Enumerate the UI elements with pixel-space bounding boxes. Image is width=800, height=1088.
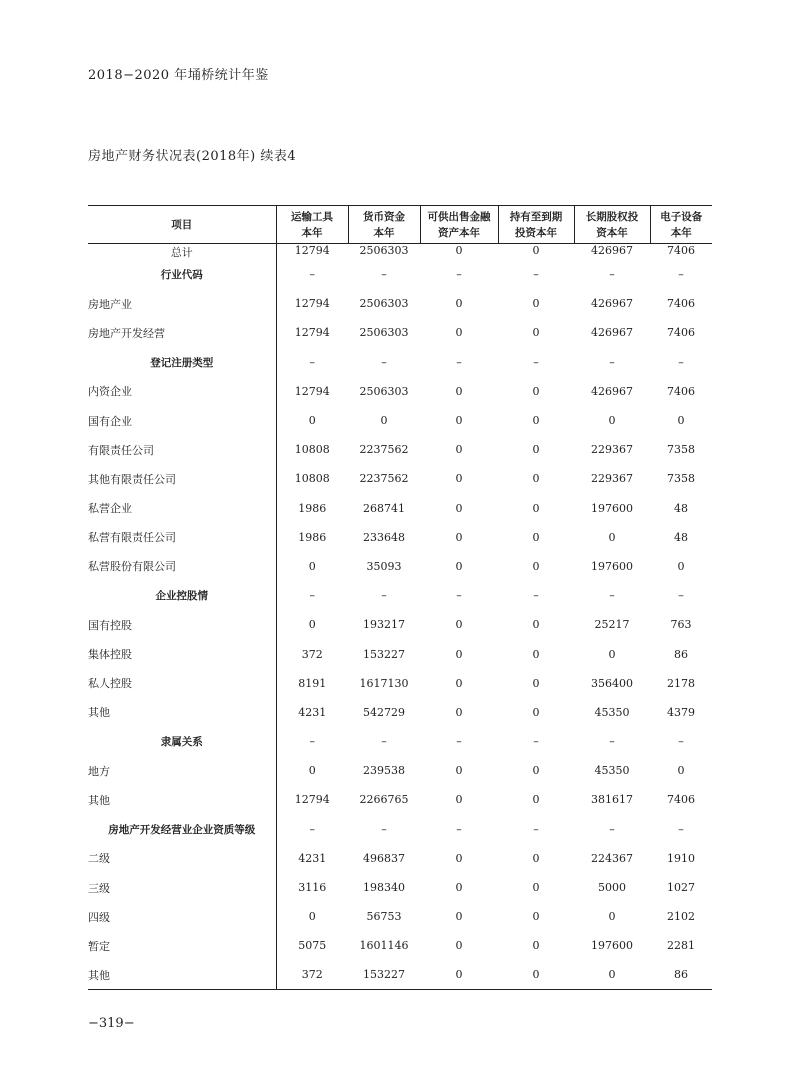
cell-value: 12794 <box>276 377 348 406</box>
cell-value: 0 <box>608 414 616 428</box>
cell-value: 7358 <box>667 472 695 486</box>
cell-value: 0 <box>532 326 540 340</box>
cell-value: 197600 <box>591 501 633 515</box>
cell-value: 542729 <box>363 705 405 719</box>
cell-value: 233648 <box>363 530 405 544</box>
row-label: 四级 <box>88 910 110 924</box>
cell-value: 0 <box>532 472 540 486</box>
cell-value: – <box>456 822 462 836</box>
cell-value: 1986 <box>276 494 348 523</box>
cell-value: 0 <box>276 902 348 931</box>
cell-value: 12794 <box>276 289 348 318</box>
cell-value: 0 <box>455 676 463 690</box>
table-section-row <box>88 815 712 844</box>
cell-value: 0 <box>276 552 348 581</box>
table-body <box>88 244 712 990</box>
table-row <box>88 523 712 552</box>
cell-value: 0 <box>574 961 650 990</box>
cell-value: 0 <box>276 610 348 639</box>
cell-value: 5075 <box>276 931 348 960</box>
cell-value: 7406 <box>667 244 695 257</box>
cell-value: – <box>678 355 684 369</box>
table-row <box>88 377 712 406</box>
table-title: 房地产财务状况表(2018年) 续表4 <box>88 149 297 164</box>
cell-value: – <box>456 355 462 369</box>
cell-value: 45350 <box>594 764 630 778</box>
cell-value: 2506303 <box>359 297 409 311</box>
table-row <box>88 844 712 873</box>
table-row <box>88 698 712 727</box>
table-row <box>88 552 712 581</box>
cell-value: – <box>276 581 348 610</box>
cell-value: 56753 <box>366 910 402 924</box>
table-row <box>88 610 712 639</box>
table-row <box>88 931 712 960</box>
cell-value: 2506303 <box>359 244 409 257</box>
cell-value: 7406 <box>667 384 695 398</box>
cell-value: 0 <box>455 244 463 257</box>
cell-value: 10808 <box>276 464 348 493</box>
table-row <box>88 494 712 523</box>
cell-value: 2506303 <box>359 384 409 398</box>
cell-value: 2266765 <box>359 793 409 807</box>
cell-value: 0 <box>532 793 540 807</box>
cell-value: 0 <box>455 881 463 895</box>
cell-value: 426967 <box>591 326 633 340</box>
cell-value: 0 <box>455 647 463 661</box>
cell-value: 153227 <box>348 961 420 990</box>
page-number: −319− <box>88 1016 135 1031</box>
cell-value: 0 <box>677 764 685 778</box>
cell-value: 153227 <box>363 647 405 661</box>
cell-value: 198340 <box>363 881 405 895</box>
cell-value: 0 <box>532 244 540 257</box>
cell-value: 48 <box>674 501 688 515</box>
cell-value: 0 <box>276 406 348 435</box>
row-label: 行业代码 <box>160 269 203 282</box>
cell-value: – <box>533 589 539 603</box>
cell-value: – <box>276 727 348 756</box>
row-label: 国有控股 <box>88 618 132 632</box>
row-label: 私营股份有限公司 <box>88 560 176 574</box>
row-label: 企业控股情 <box>155 590 208 603</box>
cell-value: 197600 <box>591 559 633 573</box>
row-label: 房地产开发经营 <box>88 326 165 340</box>
cell-value: 86 <box>650 961 712 990</box>
cell-value: 372 <box>276 639 348 668</box>
cell-value: 86 <box>674 647 688 661</box>
cell-value: 12794 <box>276 785 348 814</box>
cell-value: 229367 <box>591 443 633 457</box>
cell-value: – <box>609 735 615 749</box>
cell-value: 0 <box>608 910 616 924</box>
cell-value: 0 <box>455 793 463 807</box>
table-row <box>88 902 712 931</box>
cell-value: – <box>381 589 387 603</box>
row-label: 房地产开发经营业企业资质等级 <box>108 823 256 836</box>
row-label: 私营有限责任公司 <box>88 531 176 545</box>
table-row <box>88 244 712 261</box>
cell-value: 7406 <box>667 297 695 311</box>
cell-value: 0 <box>455 530 463 544</box>
row-label: 总计 <box>170 246 193 259</box>
cell-value: 763 <box>670 618 692 632</box>
row-label: 登记注册类型 <box>150 356 214 369</box>
cell-value: – <box>533 822 539 836</box>
cell-value: 372 <box>276 961 348 990</box>
column-header-cash: 货币资金 本年 <box>348 206 420 244</box>
table-row <box>88 639 712 668</box>
table-row <box>88 318 712 347</box>
row-label: 私营企业 <box>88 502 132 516</box>
column-header-held-to-maturity: 持有至到期 投资本年 <box>498 206 574 244</box>
table-section-row <box>88 581 712 610</box>
cell-value: 4231 <box>276 698 348 727</box>
cell-value: 48 <box>674 530 688 544</box>
cell-value: 8191 <box>276 669 348 698</box>
cell-value: 45350 <box>594 705 630 719</box>
cell-value: 0 <box>532 559 540 573</box>
table-section-row <box>88 260 712 289</box>
cell-value: – <box>456 735 462 749</box>
cell-value: 7406 <box>667 793 695 807</box>
cell-value: 12794 <box>276 318 348 347</box>
cell-value: 12794 <box>276 244 348 261</box>
cell-value: 0 <box>455 910 463 924</box>
cell-value: – <box>533 268 539 282</box>
cell-value: 239538 <box>363 764 405 778</box>
running-head: 2018−2020 年埇桥统计年鉴 <box>88 68 269 83</box>
cell-value: 5000 <box>598 881 626 895</box>
cell-value: – <box>678 268 684 282</box>
cell-value: – <box>276 815 348 844</box>
row-label: 内资企业 <box>88 385 132 399</box>
cell-value: 0 <box>455 764 463 778</box>
column-header-electronic-equipment: 电子设备 本年 <box>650 206 712 244</box>
row-label: 其他 <box>88 706 110 720</box>
cell-value: 0 <box>532 501 540 515</box>
cell-value: 0 <box>532 939 540 953</box>
cell-value: 0 <box>532 414 540 428</box>
cell-value: 1027 <box>667 881 695 895</box>
table-section-row <box>88 727 712 756</box>
cell-value: – <box>609 589 615 603</box>
cell-value: 0 <box>455 851 463 865</box>
cell-value: 0 <box>608 530 616 544</box>
cell-value: – <box>533 735 539 749</box>
cell-value: – <box>533 355 539 369</box>
cell-value: 2237562 <box>359 443 409 457</box>
cell-value: 25217 <box>594 618 630 632</box>
table-section-row <box>88 348 712 377</box>
row-label: 其他有限责任公司 <box>88 472 176 486</box>
cell-value: 0 <box>532 851 540 865</box>
cell-value: 0 <box>498 961 574 990</box>
row-label: 三级 <box>88 881 110 895</box>
table-row <box>88 785 712 814</box>
column-header-available-for-sale: 可供出售金融 资产本年 <box>420 206 498 244</box>
row-label: 国有企业 <box>88 414 132 428</box>
cell-value: 193217 <box>363 618 405 632</box>
cell-value: – <box>678 822 684 836</box>
cell-value: 10808 <box>276 435 348 464</box>
row-label: 二级 <box>88 852 110 866</box>
cell-value: 0 <box>532 910 540 924</box>
table-row <box>88 873 712 902</box>
cell-value: 7406 <box>667 326 695 340</box>
cell-value: 0 <box>608 647 616 661</box>
table-row <box>88 289 712 318</box>
column-header-item: 项目 <box>88 206 276 244</box>
cell-value: 268741 <box>363 501 405 515</box>
cell-value: 224367 <box>591 851 633 865</box>
cell-value: 229367 <box>591 472 633 486</box>
row-label: 暂定 <box>88 939 110 953</box>
table-header-row <box>88 206 712 244</box>
data-table <box>88 205 712 990</box>
cell-value: 0 <box>455 384 463 398</box>
cell-value: 0 <box>455 297 463 311</box>
cell-value: 426967 <box>591 384 633 398</box>
table-row <box>88 464 712 493</box>
cell-value: – <box>381 268 387 282</box>
cell-value: 0 <box>276 756 348 785</box>
cell-value: 0 <box>455 443 463 457</box>
row-label: 房地产业 <box>88 297 132 311</box>
table-row <box>88 669 712 698</box>
cell-value: 0 <box>532 443 540 457</box>
cell-value: 0 <box>455 414 463 428</box>
row-label: 地方 <box>88 764 110 778</box>
cell-value: 0 <box>532 881 540 895</box>
cell-value: 0 <box>380 414 388 428</box>
cell-value: 35093 <box>366 559 402 573</box>
cell-value: 0 <box>532 647 540 661</box>
cell-value: 2506303 <box>359 326 409 340</box>
cell-value: 1986 <box>276 523 348 552</box>
cell-value: 2281 <box>667 939 695 953</box>
column-header-long-term-equity: 长期股权投 资本年 <box>574 206 650 244</box>
cell-value: 1910 <box>667 851 695 865</box>
cell-value: 0 <box>455 472 463 486</box>
cell-value: 7358 <box>667 443 695 457</box>
cell-value: 426967 <box>591 244 633 257</box>
cell-value: 0 <box>677 414 685 428</box>
row-label: 有限责任公司 <box>88 443 154 457</box>
cell-value: 0 <box>532 705 540 719</box>
cell-value: 2178 <box>667 676 695 690</box>
cell-value: 0 <box>532 384 540 398</box>
cell-value: – <box>456 589 462 603</box>
cell-value: 0 <box>532 618 540 632</box>
cell-value: – <box>381 822 387 836</box>
cell-value: – <box>456 268 462 282</box>
cell-value: 197600 <box>591 939 633 953</box>
cell-value: 3116 <box>276 873 348 902</box>
cell-value: 0 <box>455 501 463 515</box>
cell-value: – <box>609 268 615 282</box>
cell-value: 0 <box>455 559 463 573</box>
cell-value: 496837 <box>363 851 405 865</box>
table-row <box>88 406 712 435</box>
cell-value: 0 <box>420 961 498 990</box>
cell-value: 0 <box>532 676 540 690</box>
cell-value: 4231 <box>276 844 348 873</box>
cell-value: 0 <box>532 297 540 311</box>
cell-value: 0 <box>532 530 540 544</box>
cell-value: – <box>678 735 684 749</box>
cell-value: – <box>678 589 684 603</box>
cell-value: – <box>276 348 348 377</box>
cell-value: 1617130 <box>359 676 409 690</box>
row-label: 其他 <box>88 793 110 807</box>
cell-value: – <box>276 260 348 289</box>
cell-value: 0 <box>455 618 463 632</box>
cell-value: 2237562 <box>359 472 409 486</box>
table-row <box>88 961 712 990</box>
cell-value: 0 <box>677 559 685 573</box>
cell-value: 356400 <box>591 676 633 690</box>
row-label: 私人控股 <box>88 677 132 691</box>
cell-value: 2102 <box>667 910 695 924</box>
cell-value: – <box>381 355 387 369</box>
cell-value: 4379 <box>667 705 695 719</box>
row-label: 其他 <box>88 961 276 990</box>
cell-value: 381617 <box>591 793 633 807</box>
cell-value: 0 <box>532 764 540 778</box>
cell-value: 0 <box>455 939 463 953</box>
cell-value: 0 <box>455 705 463 719</box>
row-label: 集体控股 <box>88 648 132 662</box>
table-row <box>88 756 712 785</box>
column-header-vehicles: 运输工具 本年 <box>276 206 348 244</box>
cell-value: – <box>381 735 387 749</box>
row-label: 隶属关系 <box>160 736 203 749</box>
table-row <box>88 435 712 464</box>
cell-value: 1601146 <box>359 939 409 953</box>
cell-value: – <box>609 822 615 836</box>
cell-value: – <box>609 355 615 369</box>
cell-value: 426967 <box>591 297 633 311</box>
cell-value: 0 <box>455 326 463 340</box>
